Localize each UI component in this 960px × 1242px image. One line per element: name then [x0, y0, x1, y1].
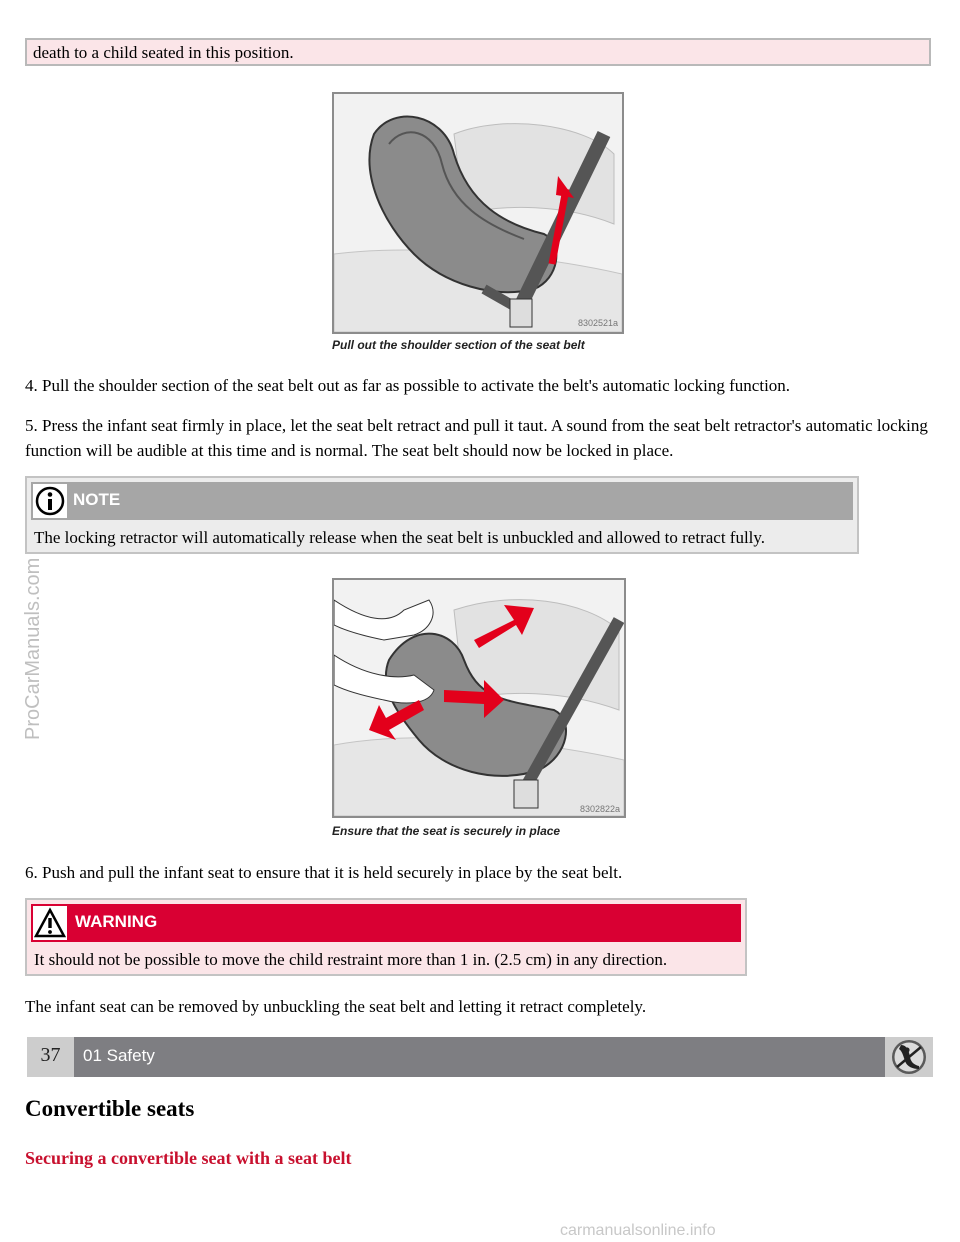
warning-box [25, 898, 747, 976]
figure-ensure-seat-secure [332, 578, 626, 842]
removal-text: The infant seat can be removed by unbuckling the seat belt and letting it retract completely. [25, 997, 647, 1016]
section-title: 01 Safety [83, 1046, 155, 1065]
warning-text: It should not be possible to move the child restraint more than 1 in. (2.5 cm) in any direction. [34, 950, 668, 969]
figure-image [332, 92, 624, 334]
figure-image [332, 578, 626, 818]
page-heading: Convertible seats [25, 1096, 195, 1121]
info-icon [33, 484, 67, 518]
warning-header [31, 904, 741, 942]
side-watermark: ProCarManuals.com [22, 557, 44, 740]
figure-caption: Ensure that the seat is securely in place [332, 824, 561, 838]
warning-label: WARNING [75, 912, 158, 931]
note-header [31, 482, 853, 520]
note-label: NOTE [73, 490, 121, 509]
figure-caption: Pull out the shoulder section of the seat belt [332, 338, 585, 352]
note-text: The locking retractor will automatically release when the seat belt is unbuckled and allowed to retract fully. [34, 528, 766, 547]
warning-continuation-text: death to a child seated in this position. [33, 43, 294, 62]
step-6-text: 6. Push and pull the infant seat to ensure that it is held securely in place by the seat belt. [25, 863, 623, 882]
figure-code: 8302521a [578, 318, 619, 328]
figure-code: 8302822a [580, 804, 621, 814]
warning-continuation-box [25, 38, 931, 66]
warning-triangle-icon [33, 906, 67, 940]
figure-pull-shoulder-belt [332, 92, 624, 354]
note-box [25, 476, 859, 554]
step-4-text: 4. Pull the shoulder section of the seat belt out as far as possible to activate the belt's automatic locking function. [25, 376, 791, 395]
page-number: 37 [27, 1037, 74, 1077]
step-5-text: 5. Press the infant seat firmly in place, let the seat belt retract and pull it taut. A sound from the seat belt retractor's automatic locking function will be audible at this time and is normal. The seat belt should now be locked in place. [25, 416, 928, 460]
footer-watermark: carmanualsonline.info [560, 1222, 716, 1239]
section-header-bar [27, 1037, 933, 1077]
child-seat-icon [885, 1037, 933, 1077]
subheading: Securing a convertible seat with a seat belt [25, 1148, 352, 1168]
